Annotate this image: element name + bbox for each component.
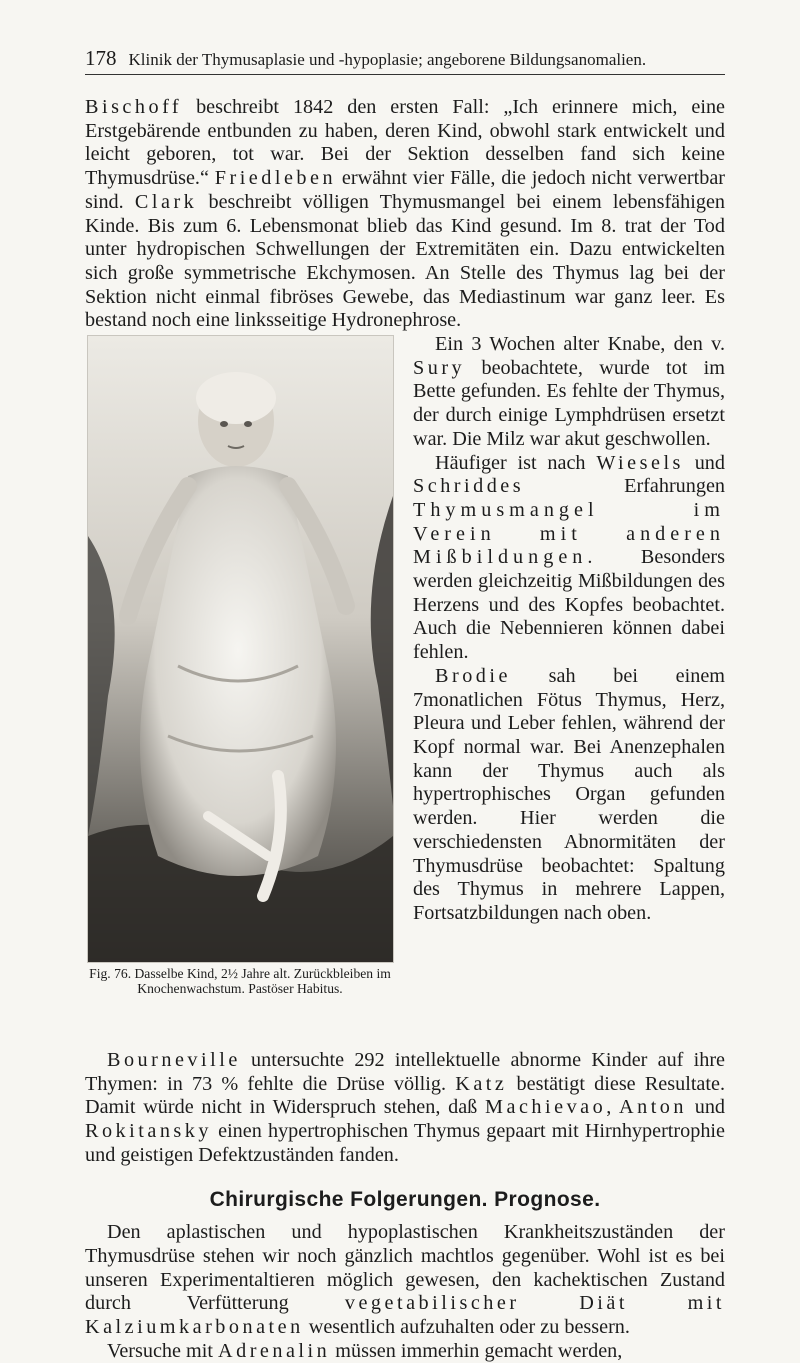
author-name: Rokitansky xyxy=(85,1120,212,1143)
paragraph-sury: Ein 3 Wochen alter Knabe, den v. Sury beobachtete, wurde tot im Bette gefunden. Es fehlte der Thymus, der durch einige Lymphdrüsen ersetzt war. Die Milz war akut geschwollen. xyxy=(413,333,725,450)
body-text xyxy=(85,96,725,1363)
emphasis-text: Adrenalin xyxy=(218,1339,331,1362)
author-name: Brodie xyxy=(435,664,511,687)
figure-76 xyxy=(85,333,395,1047)
author-name: Schriddes xyxy=(413,475,525,498)
author-name: Katz xyxy=(455,1072,508,1095)
running-head-title: Klinik der Thymusaplasie und -hypoplasie; angeborene Bildungsanomalien. xyxy=(128,50,647,69)
paragraph-brodie: Brodie sah bei einem 7monatlichen Fötus Thymus, Herz, Pleura und Leber fehlen, während der Kopf normal war. Bei Anenzephalen kann der Thymus auch als hypertrophisches Organ gefunden werden. Hier werden die verschiedensten Abnormitäten der Thymusdrüse beobachtet: Spaltung des Thymus in mehrere Lappen, Fortsatzbildungen nach oben. xyxy=(413,664,725,924)
author-name: Sury xyxy=(413,356,466,379)
paragraph-bourneville: Bourneville untersuchte 292 intellektuelle abnorme Kinder auf ihre Thymen: in 73 % fehlte die Drüse völlig. Katz bestätigt diese Resultate. Damit würde nicht in Widerspruch stehen, daß Machievao, Anton und Rokitansky einen hypertrophischen Thymus gepaart mit Hirnhypertrophie und geistigen Defektzuständen fanden. xyxy=(85,1049,726,1166)
section-heading: Chirurgische Folgerungen. Prognose. xyxy=(209,1187,601,1211)
paragraph-surgery: Den aplastischen und hypoplastischen Krankheitszuständen der Thymusdrüse stehen wir noch gänzlich machtlos gegenüber. Wohl ist es bei unseren Experimentaltieren möglich gewesen, den kachektischen Zustand durch Verfütterung vegetabilischer Diät mit Kalziumkarbonaten wesentlich aufzuhalten oder zu bessern. xyxy=(85,1221,725,1339)
author-name: Wiesels xyxy=(596,451,684,474)
emphasis-text: Thymusmangel im Verein mit anderen Mißbildungen. xyxy=(413,498,725,569)
paragraph-bischoff: Bischoff beschreibt 1842 den ersten Fall: „Ich erinnere mich, eine Erstgebärende entbunden zu haben, deren Kind, obwohl stark entwickelt und leicht geboren, tot war. Bei der Sektion desselben fand sich keine Thymusdrüse.“ Friedleben erwähnt vier Fälle, die jedoch nicht verwertbar sind. Clark beschreibt völligen Thymusmangel bei einem lebensfähigen Kinde. Bis zum 6. Lebensmonat blieb das Kind gesund. Im 8. trat der Tod unter hydropischen Schwellungen der Extremitäten ein. Dazu entwickelten sich große symmetrische Ekchymosen. An Stelle des Thymus lag bei der Sektion nicht einmal fibröses Gewebe, das Mediastinum war ganz leer. Es bestand noch eine linksseitige Hydronephrose. xyxy=(85,96,726,332)
child-photograph xyxy=(87,335,394,963)
paragraph-wiesel: Häufiger ist nach Wiesels und Schriddes Erfahrungen Thymusmangel im Verein mit anderen Mißbildungen. Besonders werden gleichzeitig Mißbildungen des Herzens und des Kopfes beobachtet. Auch die Nebennieren können dabei fehlen. xyxy=(413,451,725,664)
author-name: Friedleben xyxy=(214,167,337,190)
paragraph-adrenalin: Versuche mit Adrenalin müssen immerhin gemacht werden, xyxy=(107,1339,623,1362)
figure-caption: Fig. 76. Dasselbe Kind, 2½ Jahre alt. Zurückbleiben im Knochenwachstum. Pastöser Habitus. xyxy=(89,966,391,997)
author-name: Machievao xyxy=(485,1096,607,1119)
author-name: Bischoff xyxy=(85,96,183,118)
photo-illustration xyxy=(88,336,393,962)
page-number: 178 xyxy=(85,46,117,70)
running-header xyxy=(85,46,725,75)
author-name: Bourneville xyxy=(107,1049,241,1072)
emphasis-text: vegetabilischer Diät mit Kalziumkarbonaten xyxy=(85,1292,725,1339)
author-name: Clark xyxy=(134,190,198,213)
author-name: Anton xyxy=(619,1096,687,1119)
